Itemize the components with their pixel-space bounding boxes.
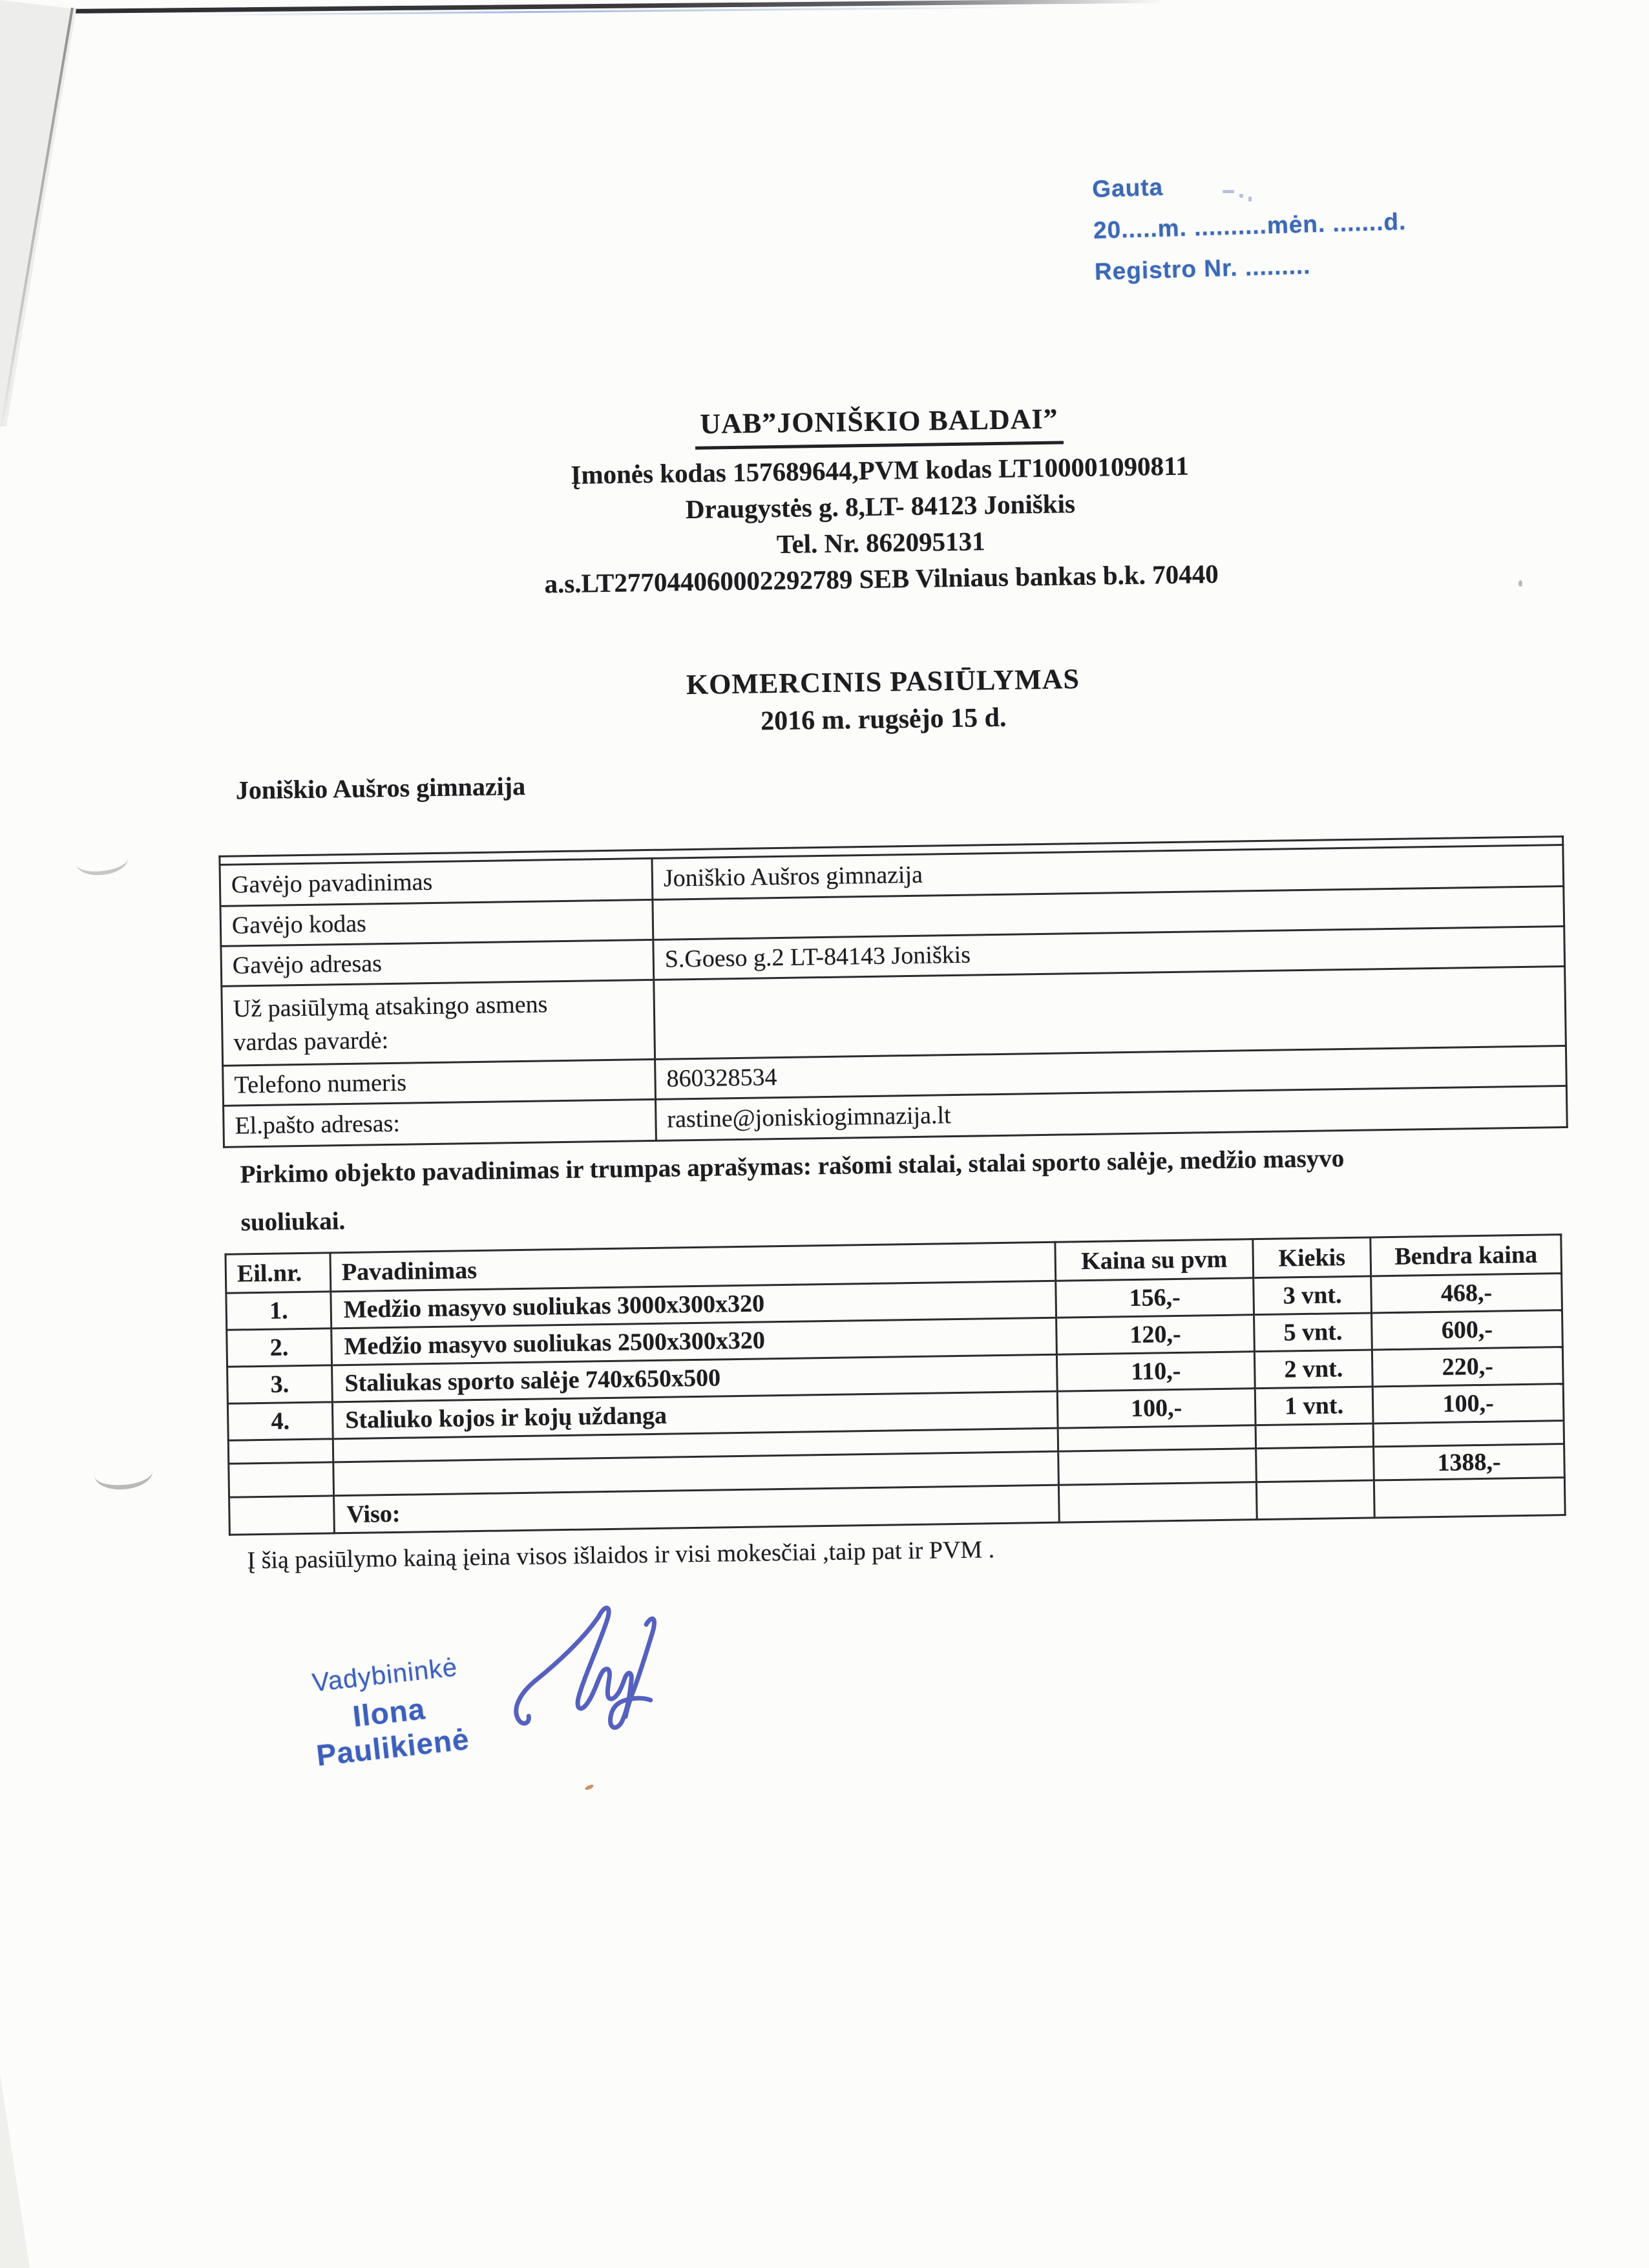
header-price: Kaina su pvm bbox=[1055, 1239, 1254, 1281]
item-qty: 3 vnt. bbox=[1254, 1276, 1372, 1315]
item-qty: 5 vnt. bbox=[1254, 1313, 1372, 1352]
document-heading: KOMERCINIS PASIŪLYMAS bbox=[686, 663, 1080, 701]
item-total: 220,- bbox=[1372, 1347, 1563, 1387]
header-nr: Eil.nr. bbox=[226, 1253, 331, 1293]
received-stamp bbox=[1091, 160, 1408, 293]
item-total: 100,- bbox=[1372, 1384, 1564, 1423]
item-nr: 3. bbox=[227, 1365, 333, 1403]
field-label: El.pašto adresas: bbox=[224, 1099, 656, 1147]
total-label: Viso: bbox=[334, 1485, 1060, 1533]
item-total: 468,- bbox=[1371, 1274, 1562, 1313]
document-date: 2016 m. rugsėjo 15 d. bbox=[760, 702, 1007, 737]
item-total: 600,- bbox=[1372, 1310, 1563, 1350]
grand-total-value: 1388,- bbox=[1374, 1444, 1565, 1480]
letterhead bbox=[181, 394, 1579, 607]
field-label: Telefono numeris bbox=[223, 1059, 656, 1106]
handwritten-signature bbox=[499, 1600, 676, 1764]
company-name: UAB”JONIŠKIO BALDAI” bbox=[695, 401, 1064, 449]
signer-role: Vadybininkė bbox=[310, 1653, 459, 1697]
stamp-registry-line: Registro Nr. ......... bbox=[1094, 252, 1311, 286]
item-qty: 1 vnt. bbox=[1255, 1387, 1373, 1425]
field-label: Gavėjo kodas bbox=[220, 899, 653, 946]
item-name: Medžio masyvo suoliukas 2500x300x320 bbox=[331, 1318, 1057, 1365]
stamp-title: Gauta bbox=[1091, 173, 1164, 203]
items-table bbox=[224, 1234, 1566, 1536]
item-name: Staliukas sporto salėje 740x650x500 bbox=[332, 1354, 1058, 1402]
field-value: Joniškio Aušros gimnazija bbox=[652, 845, 1564, 900]
purchase-description bbox=[240, 1131, 1579, 1247]
closing-note: Į šią pasiūlymo kainą įeina visos išlaidos ir visi mokesčiai ,taip pat ir PVM . bbox=[247, 1536, 995, 1575]
item-name: Staliuko kojos ir kojų uždanga bbox=[332, 1391, 1058, 1439]
document-title bbox=[185, 653, 1581, 749]
company-address-line: Draugystės g. 8,LT- 84123 Joniškis bbox=[685, 488, 1076, 525]
company-code-line: Įmonės kodas 157689644,PVM kodas LT100001090811 bbox=[571, 450, 1190, 490]
company-bank-line: a.s.LT277044060002292789 SEB Vilniaus bankas b.k. 70440 bbox=[544, 558, 1219, 599]
item-nr: 4. bbox=[227, 1402, 333, 1440]
item-price: 110,- bbox=[1056, 1352, 1255, 1392]
field-value: 860328534 bbox=[655, 1045, 1567, 1099]
item-name: Medžio masyvo suoliukas 3000x300x320 bbox=[331, 1281, 1056, 1328]
field-label: Gavėjo pavadinimas bbox=[220, 858, 653, 906]
field-label: Gavėjo adresas bbox=[221, 940, 654, 986]
header-name: Pavadinimas bbox=[330, 1242, 1056, 1292]
header-qty: Kiekis bbox=[1253, 1237, 1371, 1278]
recipient-name: Joniškio Aušros gimnazija bbox=[235, 771, 526, 805]
item-nr: 1. bbox=[226, 1292, 331, 1330]
field-value: S.Goeso g.2 LT-84143 Joniškis bbox=[653, 926, 1565, 980]
item-price: 156,- bbox=[1056, 1278, 1254, 1318]
item-qty: 2 vnt. bbox=[1254, 1350, 1372, 1389]
item-price: 100,- bbox=[1057, 1389, 1255, 1429]
purchase-description-line2: suoliukai. bbox=[240, 1207, 346, 1237]
header-total: Bendra kaina bbox=[1371, 1235, 1562, 1276]
purchase-description-line1: Pirkimo objekto pavadinimas ir trumpas aprašymas: rašomi stalai, stalai sporto salėje, medžio masyvo bbox=[240, 1144, 1345, 1189]
company-phone-line: Tel. Nr. 862095131 bbox=[776, 526, 985, 560]
signer-stamp bbox=[268, 1648, 510, 1778]
field-value: rastine@joniskiogimnazija.lt bbox=[655, 1086, 1567, 1140]
recipient-table bbox=[218, 835, 1568, 1148]
stamp-date-line: 20.....m. ..........mėn. .......d. bbox=[1093, 208, 1407, 244]
item-price: 120,- bbox=[1056, 1315, 1255, 1355]
field-label: Už pasiūlymą atsakingo asmens vardas pavardė: bbox=[233, 991, 548, 1056]
field-value bbox=[654, 966, 1566, 1059]
item-nr: 2. bbox=[227, 1328, 332, 1367]
signer-name: Ilona Paulikienė bbox=[315, 1692, 471, 1772]
